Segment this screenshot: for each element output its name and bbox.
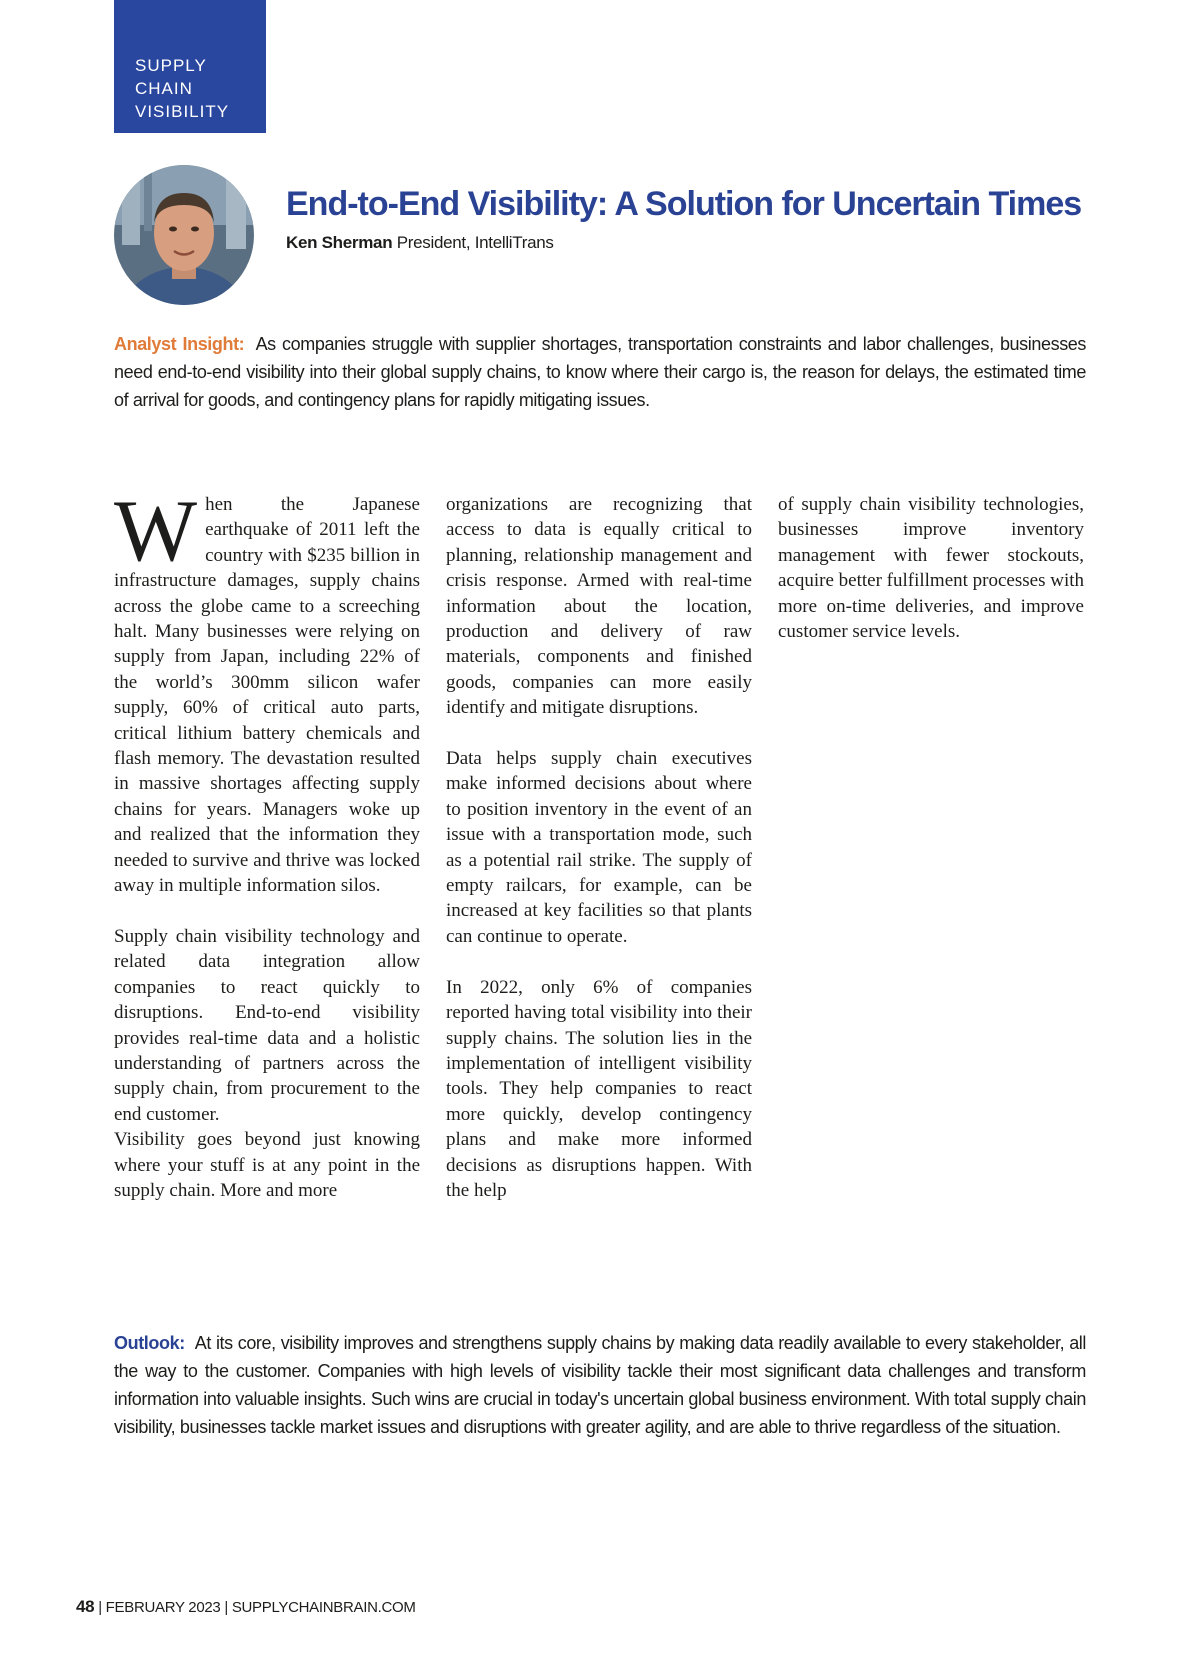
footer-separator-2: | <box>224 1599 228 1616</box>
section-tab-line2: VISIBILITY <box>135 102 230 121</box>
website-link[interactable]: SUPPLYCHAINBRAIN.COM <box>231 1599 416 1616</box>
article-title: End-to-End Visibility: A Solution for Uncertain Times <box>286 185 1082 223</box>
author-name: Ken Sherman <box>286 233 393 252</box>
analyst-insight-text: As companies struggle with supplier shortages, transportation constraints and labor challenges, businesses need end-to-end visibility into their global supply chains, to know where their cargo is, the reason for delays, the estimated time of arrival for goods, and contingency plans for rapidly mitigating issues. <box>114 334 1086 410</box>
page-footer <box>76 1597 416 1618</box>
outlook-text: At its core, visibility improves and strengthens supply chains by making data readily available to every stakeholder, all the way to the customer. Companies with high levels of visibility tackle their most significant data challenges and transform information into valuable insights. Such wins are crucial in today's uncertain global business environment. With total supply chain visibility, businesses tackle market issues and disruptions with greater agility, and are able to thrive regardless of the situation. <box>114 1333 1087 1437</box>
issue-date: FEBRUARY 2023 <box>105 1599 221 1616</box>
section-tab <box>114 0 266 133</box>
author-photo-image <box>114 165 254 305</box>
section-tab-line1: SUPPLY CHAIN <box>135 56 207 98</box>
outlook <box>114 1329 1086 1441</box>
body-paragraph-1 <box>114 483 420 899</box>
page-number: 48 <box>76 1597 95 1616</box>
author-portrait <box>114 165 254 305</box>
footer-separator-1: | <box>98 1599 102 1616</box>
body-column-2 <box>446 492 752 1203</box>
body-paragraph-2: Supply chain visibility technology and related data integration allow companies to react quickly to disruptions. End-to-end visibility provides real-time data and a holistic understanding of partners across the supply chain, from procurement to the end customer. <box>114 925 420 1125</box>
body-paragraph-4: Data helps supply chain executives make informed decisions about where to position inventory in the event of an issue with a transportation mode, such as a potential rail strike. The supply of empty railcars, for example, can be increased at key facilities so that plants can continue to operate. <box>446 748 752 947</box>
drop-cap: W <box>114 483 198 580</box>
body-paragraph-5-part-1: In 2022, only 6% of companies reported having total visibility into their supply chains. The solution lies in the implementation of intelligent visibility tools. They help companies to react more quickly, develop contingency plans and make more informed decisions as disruptions happen. With the help <box>446 976 752 1201</box>
body-paragraph-3-part-2: organizations are recognizing that access to data is equally critical to planning, relationship management and crisis response. Armed with real-time information about the location, production and delivery of raw materials, components and finished goods, companies can more easily identify and mitigate disruptions. <box>446 494 752 719</box>
body-paragraph-1-text: hen the Japanese earthquake of 2011 left the country with $235 billion in infrastructure damages, supply chains across the globe came to a screeching halt. Many businesses were relying on supply from Japan, including 22% of the world’s 300mm silicon wafer supply, 60% of critical auto parts, critical lithium battery chemicals and flash memory. The devastation resulted in massive shortages affecting supply chains for years. Managers woke up and realized that the information they needed to survive and thrive was locked away in multiple information silos. <box>114 494 420 897</box>
outlook-label: Outlook: <box>114 1333 185 1353</box>
body-paragraph-5-part-2: of supply chain visibility technologies, businesses improve inventory management with fewer stockouts, acquire better fulfillment processes with more on-time deliveries, and improve customer service levels. <box>778 494 1085 643</box>
analyst-insight-label: Analyst Insight: <box>114 334 245 354</box>
body-column-3 <box>778 492 1084 644</box>
body-column-1 <box>114 483 420 1203</box>
body-paragraph-3-part-1: Visibility goes beyond just knowing where your stuff is at any point in the supply chain. More and more <box>114 1129 420 1201</box>
author-byline <box>286 232 554 254</box>
analyst-insight <box>114 330 1086 414</box>
author-role: President, IntelliTrans <box>396 233 554 252</box>
